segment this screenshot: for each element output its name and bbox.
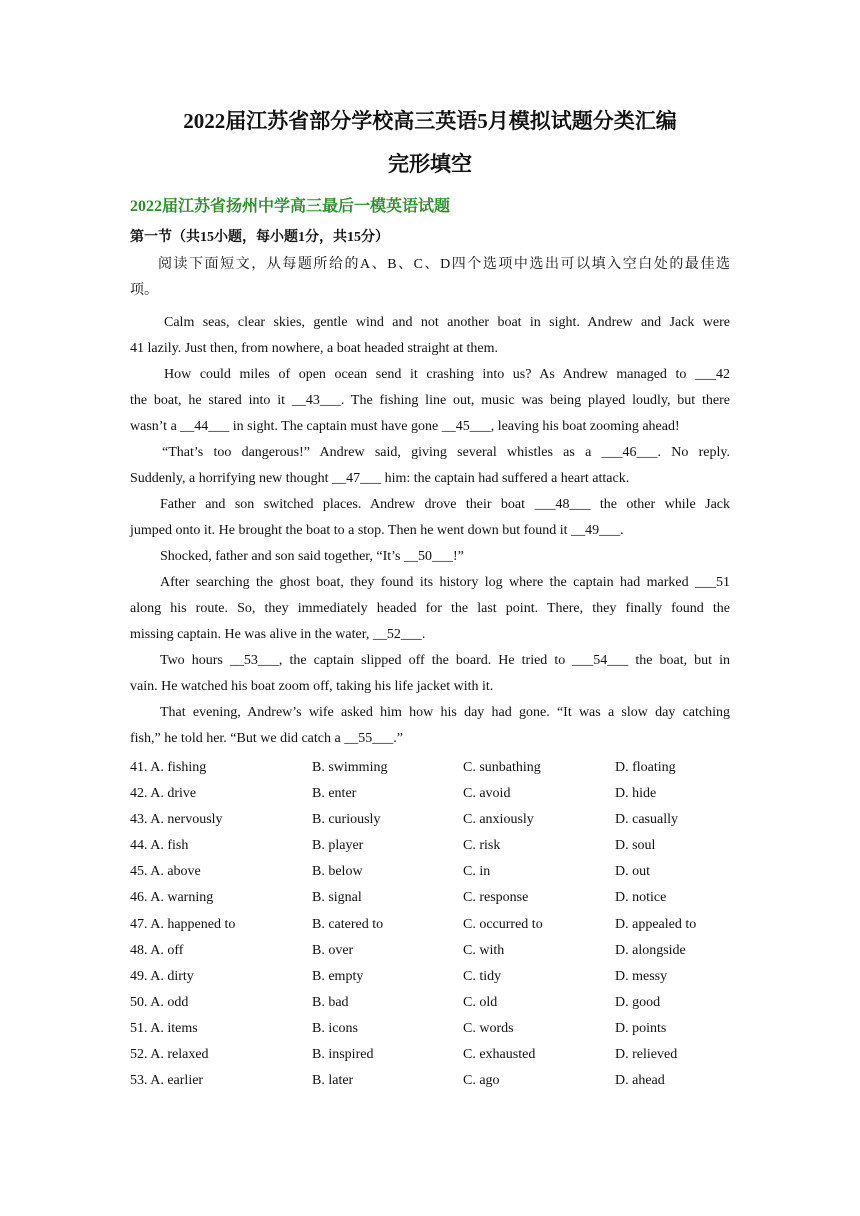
option-choice: C. risk <box>463 838 501 854</box>
passage-line: 41 lazily. Just then, from nowhere, a boat headed straight at them. <box>130 341 499 356</box>
passage-line: the boat, he stared into it __43___. The fishing line out, music was being played loudly, but there <box>130 393 730 408</box>
option-row <box>130 1016 730 1042</box>
instruction-line: 阅读下面短文，从每题所给的A、B、C、D四个选项中选出可以填入空白处的最佳选 <box>158 257 730 272</box>
option-row <box>130 964 730 990</box>
option-choice: B. icons <box>312 1020 358 1036</box>
option-choice: C. with <box>463 942 505 958</box>
option-choice: 53. A. earlier <box>130 1073 204 1089</box>
option-choice: C. old <box>463 994 498 1010</box>
passage-line: Shocked, father and son said together, “It’s __50___!” <box>160 549 464 564</box>
option-choice: B. player <box>312 838 364 854</box>
option-choice: 42. A. drive <box>130 786 197 802</box>
passage-line: That evening, Andrew’s wife asked him how his day had gone. “It was a slow day catching <box>160 705 730 720</box>
section-heading: 第一节（共15小题，每小题1分，共15分） <box>130 230 389 245</box>
option-choice: B. later <box>312 1073 354 1089</box>
option-row <box>130 938 730 964</box>
option-choice: 50. A. odd <box>130 994 189 1010</box>
option-row <box>130 1042 730 1068</box>
option-choice: D. messy <box>615 968 668 984</box>
exam-title: 2022届江苏省扬州中学高三最后一模英语试题 <box>130 198 451 215</box>
option-choice: D. out <box>615 864 650 880</box>
option-row <box>130 859 730 885</box>
instruction-line: 项。 <box>130 283 158 298</box>
document-subtitle: 完形填空 <box>388 152 472 176</box>
passage-paragraph <box>130 700 730 752</box>
option-choice: D. floating <box>615 760 676 775</box>
passage-line: “That’s too dangerous!” Andrew said, giving several whistles as a ___46___. No reply. <box>162 445 730 460</box>
option-choice: D. good <box>615 994 661 1010</box>
option-choice: C. avoid <box>463 786 511 802</box>
option-choice: D. soul <box>615 838 656 854</box>
passage-paragraph <box>130 492 730 544</box>
option-choice: B. empty <box>312 968 364 984</box>
option-row <box>130 807 730 833</box>
option-choice: D. alongside <box>615 942 686 958</box>
option-choice: D. points <box>615 1020 667 1036</box>
passage-paragraph <box>130 544 730 570</box>
passage-line: After searching the ghost boat, they found its history log where the captain had marked ___51 <box>160 575 730 590</box>
passage-paragraph <box>130 310 730 362</box>
passage-line: along his route. So, they immediately headed for the last point. There, they finally found the <box>130 601 730 616</box>
option-choice: C. response <box>463 890 529 906</box>
option-choice: C. tidy <box>463 968 502 984</box>
option-row <box>130 833 730 859</box>
option-choice: D. appealed to <box>615 916 697 932</box>
option-choice: 43. A. nervously <box>130 812 223 828</box>
passage-line: jumped onto it. He brought the boat to a stop. Then he went down but found it __49___. <box>130 523 624 538</box>
passage-line: fish,” he told her. “But we did catch a __55___.” <box>130 731 403 746</box>
option-choice: 45. A. above <box>130 864 201 880</box>
option-choice: 49. A. dirty <box>130 968 194 984</box>
option-choice: B. catered to <box>312 916 384 932</box>
instructions <box>130 252 730 304</box>
option-choice: D. ahead <box>615 1073 665 1089</box>
option-choice: D. relieved <box>615 1047 678 1063</box>
option-choice: D. notice <box>615 890 667 906</box>
option-choice: 41. A. fishing <box>130 760 207 775</box>
option-choice: C. sunbathing <box>463 760 541 775</box>
option-row <box>130 755 730 781</box>
option-choice: C. anxiously <box>463 812 534 828</box>
option-row <box>130 912 730 938</box>
option-choice: B. curiously <box>312 812 381 828</box>
option-choice: C. in <box>463 864 491 880</box>
option-choice: C. exhausted <box>463 1047 536 1063</box>
option-choice: C. occurred to <box>463 916 543 932</box>
option-choice: B. swimming <box>312 760 388 775</box>
option-choice: B. enter <box>312 786 357 802</box>
passage-line: How could miles of open ocean send it crashing into us? As Andrew managed to ___42 <box>164 367 730 382</box>
option-row <box>130 1068 730 1094</box>
answer-options <box>130 755 730 1094</box>
option-row <box>130 885 730 911</box>
option-choice: B. bad <box>312 994 349 1010</box>
option-choice: 52. A. relaxed <box>130 1047 209 1063</box>
option-choice: 48. A. off <box>130 942 184 958</box>
option-choice: B. inspired <box>312 1047 374 1063</box>
passage-line: Father and son switched places. Andrew drove their boat ___48___ the other while Jack <box>160 497 730 512</box>
option-choice: D. hide <box>615 786 657 802</box>
option-row <box>130 990 730 1016</box>
option-choice: 51. A. items <box>130 1020 198 1036</box>
document-title: 2022届江苏省部分学校高三英语5月模拟试题分类汇编 <box>183 109 677 133</box>
option-choice: 46. A. warning <box>130 890 214 906</box>
passage-line: missing captain. He was alive in the water, __52___. <box>130 627 426 642</box>
passage-line: wasn’t a __44___ in sight. The captain must have gone __45___, leaving his boat zooming ahead! <box>130 419 680 434</box>
option-choice: B. below <box>312 864 363 880</box>
passage-paragraph <box>130 648 730 700</box>
passage-line: Calm seas, clear skies, gentle wind and not another boat in sight. Andrew and Jack were <box>164 315 730 330</box>
passage-line: vain. He watched his boat zoom off, taking his life jacket with it. <box>130 679 494 694</box>
passage-paragraph <box>130 570 730 648</box>
option-choice: B. signal <box>312 890 362 906</box>
option-choice: C. words <box>463 1020 514 1036</box>
passage-paragraph <box>130 440 730 492</box>
passage-paragraph <box>130 362 730 440</box>
option-choice: 47. A. happened to <box>130 916 236 932</box>
option-choice: 44. A. fish <box>130 838 189 854</box>
option-row <box>130 781 730 807</box>
passage-line: Two hours __53___, the captain slipped off the board. He tried to ___54___ the boat, but in <box>160 653 730 668</box>
option-choice: C. ago <box>463 1073 500 1089</box>
option-choice: D. casually <box>615 812 678 828</box>
option-choice: B. over <box>312 942 354 958</box>
passage-line: Suddenly, a horrifying new thought __47___ him: the captain had suffered a heart attack. <box>130 471 630 486</box>
